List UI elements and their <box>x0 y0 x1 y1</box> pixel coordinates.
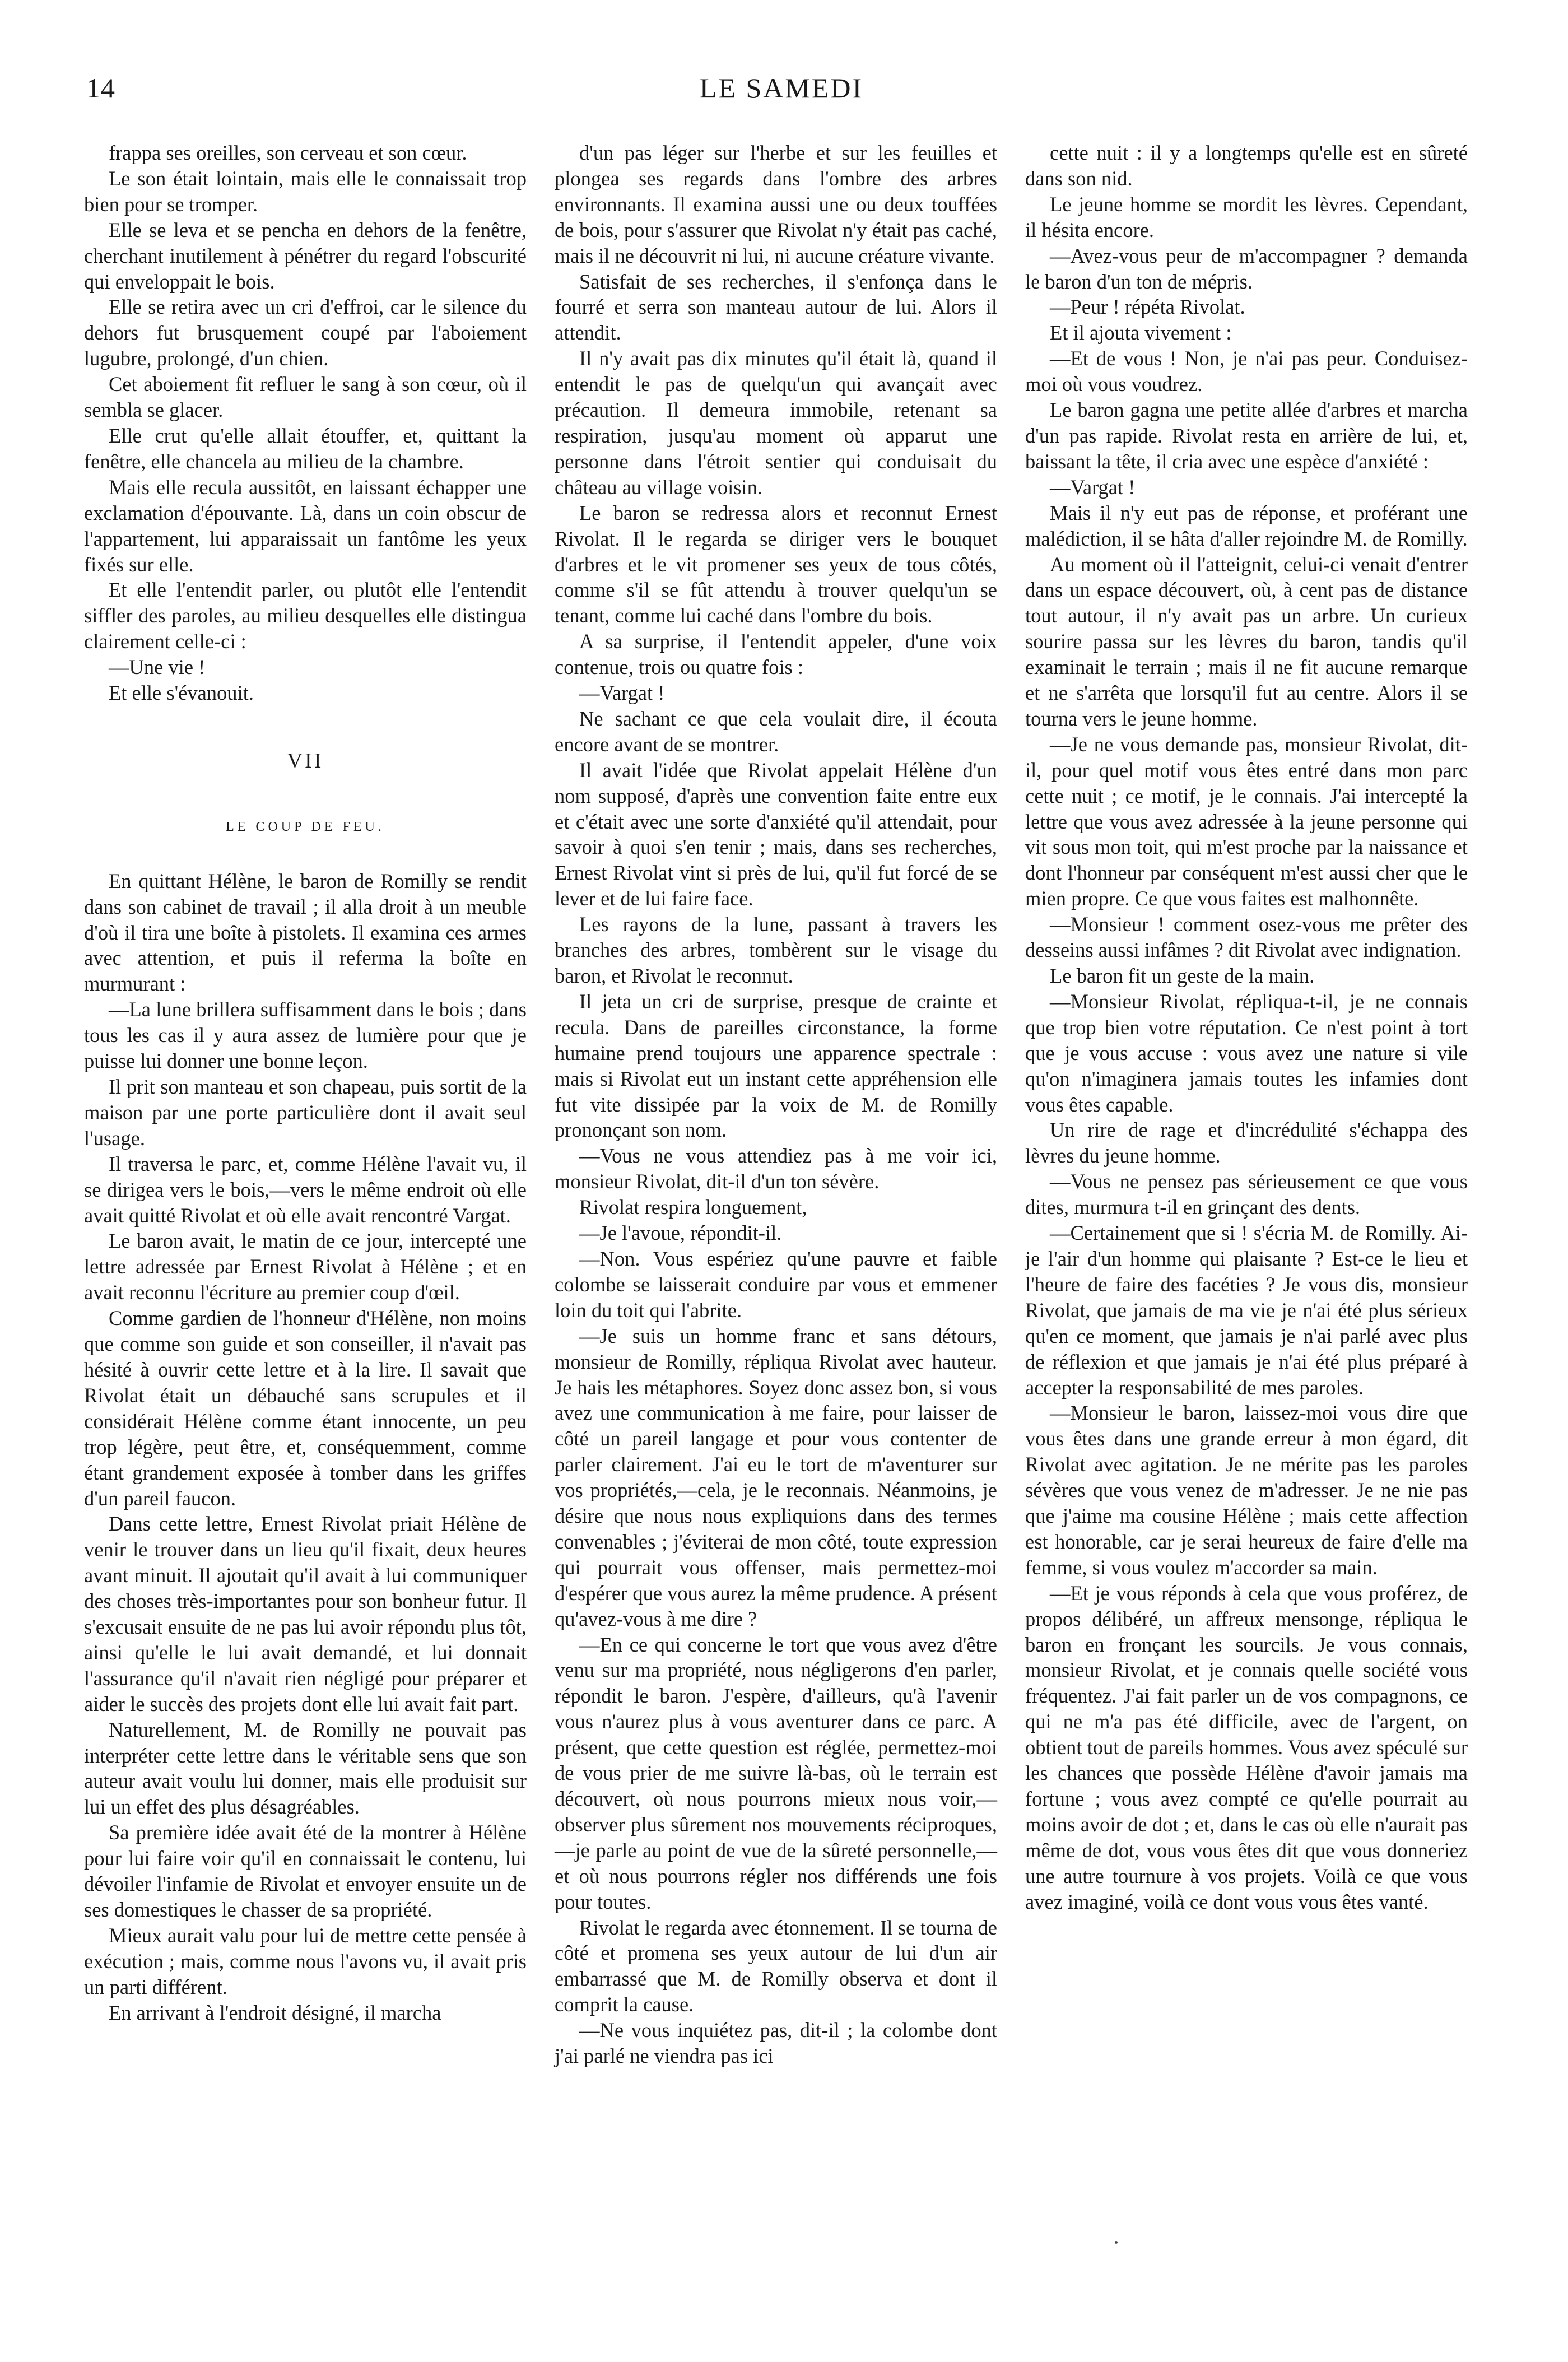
page-number: 14 <box>86 72 115 104</box>
paragraph: —Monsieur le baron, laissez-moi vous dire que vous êtes dans une grande erreur à mon égard, dit Rivolat avec agitation. Je ne mérite pas les paroles sévères que vous venez de m'adresser. Je ne nie pas que j'aime ma cousine Hélène ; mais cette affection est honorable, car je serai heureux de faire d'elle ma femme, si vous voulez m'accorder sa main. <box>1025 1401 1468 1579</box>
paragraph: d'un pas léger sur l'herbe et sur les feuilles et plongea ses regards dans l'ombre des arbres environnants. Il examina aussi une ou deux touffées de bois, pour s'assurer que Rivolat n'y était pas caché, mais il ne découvrit ni lui, ni aucune créature vivante. <box>555 141 997 267</box>
page-header <box>84 72 1479 117</box>
paragraph: —Vous ne vous attendiez pas à me voir ici, monsieur Rivolat, dit-il d'un ton sévère. <box>555 1144 997 1193</box>
running-title: LE SAMEDI <box>699 72 864 104</box>
text-column-1 <box>84 140 527 2026</box>
paragraph: Le baron fit un geste de la main. <box>1050 964 1315 987</box>
paragraph: —Avez-vous peur de m'accompagner ? demanda le baron d'un ton de mépris. <box>1025 244 1468 293</box>
chapter-title: LE COUP DE FEU. <box>226 819 385 834</box>
paragraph: Naturellement, M. de Romilly ne pouvait pas interpréter cette lettre dans le véritable sens que son auteur avait voulu lui donner, mais elle produisit sur lui un effet des plus désagréables. <box>84 1718 527 1819</box>
paragraph: Le baron se redressa alors et reconnut Ernest Rivolat. Il le regarda se diriger vers le bouquet d'arbres et le vit promener ses yeux de tous côtés, comme s'il se fût attendu à trouver quelqu'un se tenant, comme lui caché dans l'ombre du bois. <box>555 501 997 627</box>
paragraph: —Une vie ! <box>109 655 206 679</box>
chapter-number: VII <box>287 748 324 773</box>
text-column-2 <box>555 140 997 2069</box>
paragraph: Mais il n'y eut pas de réponse, et proférant une malédiction, il se hâta d'aller rejoindre M. de Romilly. <box>1025 501 1468 550</box>
paragraph: En arrivant à l'endroit désigné, il marcha <box>109 2001 441 2024</box>
paragraph: —Certainement que si ! s'écria M. de Romilly. Ai-je l'air d'un homme qui plaisante ? Est-ce le lieu et l'heure de faire des facéties ? Je vous dis, monsieur Rivolat, que jamais de ma vie je n'ai été plus sérieux qu'en ce moment, que jamais je n'ai parlé avec plus de réflexion et que jamais je n'ai été plus préparé à accepter la responsabilité de mes paroles. <box>1025 1221 1468 1399</box>
paragraph: —Ne vous inquiétez pas, dit-il ; la colombe dont j'ai parlé ne viendra pas ici <box>555 2019 997 2068</box>
paragraph: En quittant Hélène, le baron de Romilly se rendit dans son cabinet de travail ; il alla droit à un meuble d'où il tira une boîte à pistolets. Il examina ces armes avec attention, et puis il referma la boîte en murmurant : <box>84 869 527 996</box>
paragraph: —Je l'avoue, répondit-il. <box>579 1221 782 1245</box>
paragraph: Elle se retira avec un cri d'effroi, car le silence du dehors fut brusquement coupé par l'aboiement lugubre, prolongé, d'un chien. <box>84 295 527 370</box>
paragraph: Le baron gagna une petite allée d'arbres et marcha d'un pas rapide. Rivolat resta en arrière de lui, et, baissant la tête, il cria avec une espèce d'anxiété : <box>1025 398 1468 473</box>
paragraph: Comme gardien de l'honneur d'Hélène, non moins que comme son guide et son conseiller, il n'avait pas hésité à ouvrir cette lettre et à la lire. Il savait que Rivolat était un débauché sans scrupules et il considérait Hélène comme étant innocente, un peu trop légère, peut être, et, conséquemment, comme étant grandement exposée à tomber dans les griffes d'un pareil faucon. <box>84 1306 527 1510</box>
paragraph: Il jeta un cri de surprise, presque de crainte et recula. Dans de pareilles circonstance, la forme humaine prend toujours une apparence spectrale : mais si Rivolat eut un instant cette appréhension elle fut vite dissipée par la voix de M. de Romilly prononçant son nom. <box>555 989 997 1142</box>
paragraph: Cet aboiement fit refluer le sang à son cœur, où il sembla se glacer. <box>84 373 527 422</box>
paragraph: Et elle s'évanouit. <box>109 681 254 705</box>
paragraph: A sa surprise, il l'entendit appeler, d'une voix contenue, trois ou quatre fois : <box>555 630 997 679</box>
paragraph: —La lune brillera suffisamment dans le bois ; dans tous les cas il y aura assez de lumière pour que je puisse lui donner une bonne leçon. <box>84 998 527 1073</box>
paragraph: Les rayons de la lune, passant à travers les branches des arbres, tombèrent sur le visage du baron, et Rivolat le reconnut. <box>555 913 997 987</box>
paragraph: —Monsieur ! comment osez-vous me prêter des desseins aussi infâmes ? dit Rivolat avec indignation. <box>1025 913 1468 962</box>
paragraph: Il traversa le parc, et, comme Hélène l'avait vu, il se dirigea vers le bois,—vers le même endroit où elle avait quitté Rivolat et où elle avait rencontré Vargat. <box>84 1152 527 1227</box>
paragraph: Elle crut qu'elle allait étouffer, et, quittant la fenêtre, elle chancela au milieu de la chambre. <box>84 424 527 473</box>
paragraph: Mais elle recula aussitôt, en laissant échapper une exclamation d'épouvante. Là, dans un coin obscur de l'appartement, lui apparaissait un fantôme les yeux fixés sur elle. <box>84 475 527 576</box>
paragraph: —Vous ne pensez pas sérieusement ce que vous dites, murmura t-il en grinçant des dents. <box>1025 1170 1468 1219</box>
paragraph: Elle se leva et se pencha en dehors de la fenêtre, cherchant inutilement à pénétrer du regard l'obscurité qui enveloppait le bois. <box>84 218 527 293</box>
paragraph: Le son était lointain, mais elle le connaissait trop bien pour se tromper. <box>84 166 527 216</box>
paragraph: —Vargat ! <box>579 681 665 705</box>
paragraph: Dans cette lettre, Ernest Rivolat priait Hélène de venir le trouver dans un lieu qu'il fixait, deux heures avant minuit. Il ajoutait qu'il avait à lui communiquer des choses très-importantes pour son bonheur futur. Il s'excusait ensuite de ne pas lui avoir répondu plus tôt, ainsi qu'elle le lui avait demandé, et lui donnait l'assurance qu'il n'avait rien négligé pour préparer et aider le succès des projets dont elle lui avait fait part. <box>84 1512 527 1715</box>
paragraph: Ne sachant ce que cela voulait dire, il écouta encore avant de se montrer. <box>555 706 997 756</box>
paragraph: Il avait l'idée que Rivolat appelait Hélène d'un nom supposé, d'après une convention faite entre eux et c'était avec une sorte d'anxiété qu'il attendait, pour savoir à quoi s'en tenir ; mais, dans ses recherches, Ernest Rivolat vint si près de lui, qu'il fut forcé de se lever et de lui faire face. <box>555 758 997 910</box>
paragraph: Il n'y avait pas dix minutes qu'il était là, quand il entendit le pas de quelqu'un qui avançait avec précaution. Il demeura immobile, retenant sa respiration, jusqu'au moment où apparut une personne dans l'étroit sentier qui conduisait du château au village voisin. <box>555 347 997 499</box>
paragraph: Rivolat respira longuement, <box>579 1196 807 1219</box>
paragraph: Satisfait de ses recherches, il s'enfonça dans le fourré et serra son manteau autour de lui. Alors il attendit. <box>555 269 997 345</box>
paragraph: Et elle l'entendit parler, ou plutôt elle l'entendit siffler des paroles, au milieu desquelles elle distingua clairement celle-ci : <box>84 578 527 653</box>
paragraph: cette nuit : il y a longtemps qu'elle est en sûreté dans son nid. <box>1025 141 1468 190</box>
text-column-3 <box>1025 140 1468 1915</box>
paragraph: —Je suis un homme franc et sans détours, monsieur de Romilly, répliqua Rivolat avec hauteur. Je hais les métaphores. Soyez donc assez bon, si vous avez une communication à me faire, pour laisser de côté un pareil langage et pour vous contenter de parler clairement. J'ai eu le tort de m'aventurer sur vos propriétés,—cela, je le reconnais. Néanmoins, je désire que nous nous expliquions dans des termes convenables ; j'éviterai de mon côté, toute expression qui pourrait vous offenser, mais permettez-moi d'espérer que vous aurez la même prudence. A présent qu'avez-vous à me dire ? <box>555 1324 997 1630</box>
paragraph: —Vargat ! <box>1050 475 1136 499</box>
paragraph: Un rire de rage et d'incrédulité s'échappa des lèvres du jeune homme. <box>1025 1118 1468 1168</box>
paragraph: —Monsieur Rivolat, répliqua-t-il, je ne connais que trop bien votre réputation. Ce n'est point à tort que je vous accuse : vous avez une nature si vile qu'on n'imaginera jamais toutes les infamies dont vous êtes capable. <box>1025 989 1468 1116</box>
paragraph: frappa ses oreilles, son cerveau et son cœur. <box>109 141 467 164</box>
paragraph: Et il ajouta vivement : <box>1050 321 1232 345</box>
paragraph: Sa première idée avait été de la montrer à Hélène pour lui faire voir qu'il en connaissait le contenu, lui dévoiler l'infamie de Rivolat et envoyer ensuite un de ses domestiques le chasser de sa propriété. <box>84 1821 527 1921</box>
paragraph: Il prit son manteau et son chapeau, puis sortit de la maison par une porte particulière dont il avait seul l'usage. <box>84 1075 527 1150</box>
paragraph: —Non. Vous espériez qu'une pauvre et faible colombe se laisserait conduire par vous et emmener loin du toit qui l'abrite. <box>555 1247 997 1322</box>
paragraph: Le jeune homme se mordit les lèvres. Cependant, il hésita encore. <box>1025 192 1468 241</box>
paragraph: —Peur ! répéta Rivolat. <box>1050 295 1245 319</box>
paragraph: —Et de vous ! Non, je n'ai pas peur. Conduisez-moi où vous voudrez. <box>1025 347 1468 396</box>
paragraph: Le baron avait, le matin de ce jour, intercepté une lettre adressée par Ernest Rivolat à Hélène ; et en avait reconnu l'écriture au premier coup d'œil. <box>84 1229 527 1304</box>
paragraph: Mieux aurait valu pour lui de mettre cette pensée à exécution ; mais, comme nous l'avons vu, il avait pris un parti différent. <box>84 1923 527 1998</box>
paragraph: Rivolat le regarda avec étonnement. Il se tourna de côté et promena ses yeux autour de lui d'un air embarrassé que M. de Romilly observa et dont il comprit la cause. <box>555 1915 997 2016</box>
paragraph: —En ce qui concerne le tort que vous avez d'être venu sur ma propriété, nous négligerons d'en parler, répondit le baron. J'espère, d'ailleurs, qu'à l'avenir vous n'aurez plus à vous aventurer dans ce parc. A présent, que cette question est réglée, permettez-moi de vous prier de me suivre là-bas, où le terrain est découvert, où nous pourrons mieux nous voir,—observer plus sûrement nos mouvements réciproques,—je parle au point de vue de la sûreté personnelle,—et où nous pourrons régler nos différends une fois pour toutes. <box>555 1633 997 1913</box>
paragraph: —Je ne vous demande pas, monsieur Rivolat, dit-il, pour quel motif vous êtes entré dans mon parc cette nuit ; ce motif, je le connais. J'ai intercepté la lettre que vous avez adressée à la jeune personne qui vit sous mon toit, qui m'est proche par la naissance et dont l'honneur par conséquent m'est aussi cher que le mien propre. Ce que vous faites est malhonnête. <box>1025 732 1468 910</box>
paragraph: Au moment où il l'atteignit, celui-ci venait d'entrer dans un espace découvert, où, à cent pas de distance tout autour, il n'y avait pas un arbre. Un curieux sourire passa sur les lèvres du baron, tandis qu'il examinait le terrain ; mais il ne fit aucune remarque et ne s'arrêta que lorsqu'il fut au centre. Alors il se tourna vers le jeune homme. <box>1025 552 1468 730</box>
paragraph: —Et je vous réponds à cela que vous proférez, de propos délibéré, un affreux mensonge, répliqua le baron en fronçant les sourcils. Je vous connais, monsieur Rivolat, et je connais quelle société vous fréquentez. J'ai fait parler un de vos compagnons, ce qui ne m'a pas été difficile, avec de l'argent, on obtient tout de pareils hommes. Vous avez spéculé sur les chances que possède Hélène d'avoir jamais ma fortune ; vous avez compté ce qu'elle pourrait au moins avoir de dot ; et, dans le cas où elle n'aurait pas même de dot, vous vous êtes dit que vous donneriez une autre tournure à vos projets. Voilà ce que vous avez imaginé, voilà ce dont vous vous êtes vanté. <box>1025 1581 1468 1913</box>
printing-mark <box>1115 2241 1118 2244</box>
